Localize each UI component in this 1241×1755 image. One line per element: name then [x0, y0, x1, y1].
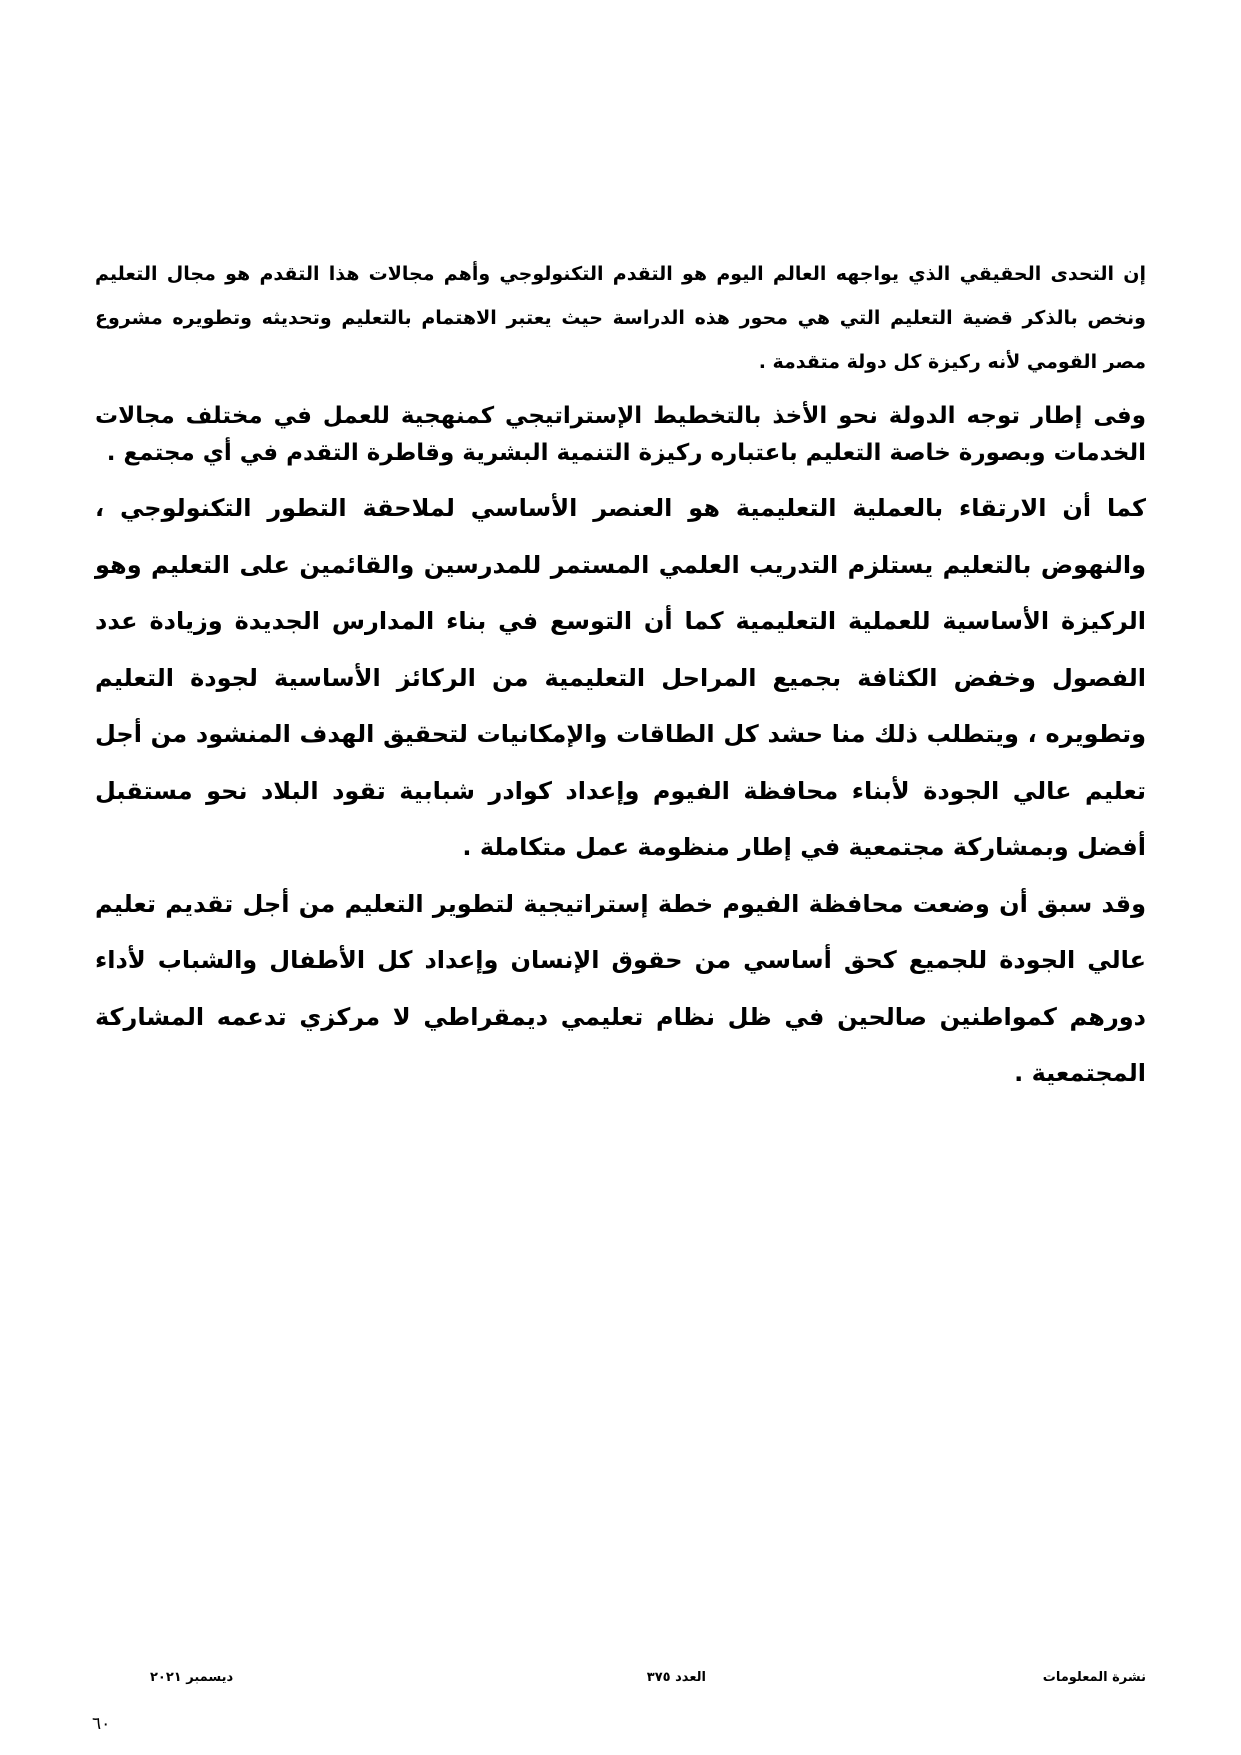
paragraph-intro: إن التحدى الحقيقي الذي يواجهه العالم اليوم هو التقدم التكنولوجي وأهم مجالات هذا التقدم هو مجال التعليم ونخص بالذكر قضية التعليم التي هي محور هذه الدراسة حيث يعتبر الاهتمام بالتعليم وتحديثه وتطويره مشروع مصر القومي لأنه ركيزة كل دولة متقدمة .: [95, 263, 1146, 373]
footer-issue-number: العدد ٣٧٥: [646, 1670, 706, 1685]
footer-publication-title: نشرة المعلومات: [1042, 1670, 1146, 1685]
paragraph-education-improvement: كما أن الارتقاء بالعملية التعليمية هو العنصر الأساسي لملاحقة التطور التكنولوجي ، والنهوض بالتعليم يستلزم التدريب العلمي المستمر للمدرسين والقائمين على التعليم وهو الركيزة الأساسية للعملية التعليمية كما أن التوسع في بناء المدارس الجديدة وزيادة عدد الفصول وخفض الكثافة بجميع المراحل التعليمية من الركائز الأساسية لجودة التعليم وتطويره ، ويتطلب ذلك منا حشد كل الطاقات والإمكانيات لتحقيق الهدف المنشود من أجل تعليم عالي الجودة لأبناء محافظة الفيوم وإعداد كوادر شبابية تقود البلاد نحو مستقبل أفضل وبمشاركة مجتمعية في إطار منظومة عمل متكاملة .: [95, 494, 1146, 861]
paragraph-fayoum-strategy: وقد سبق أن وضعت محافظة الفيوم خطة إستراتيجية لتطوير التعليم من أجل تقديم تعليم عالي الجودة للجميع كحق أساسي من حقوق الإنسان وإعداد كل الأطفال والشباب لأداء دورهم كمواطنين صالحين في ظل نظام تعليمي ديمقراطي لا مركزي تدعمه المشاركة المجتمعية .: [95, 889, 1146, 1087]
page-footer: [150, 1670, 1146, 1692]
paragraph-strategic-planning: وفى إطار توجه الدولة نحو الأخذ بالتخطيط الإستراتيجي كمنهجية للعمل في مختلف مجالات الخدمات وبصورة خاصة التعليم باعتباره ركيزة التنمية البشرية وقاطرة التقدم في أي مجتمع .: [95, 403, 1146, 466]
footer-date: ديسمبر ٢٠٢١: [150, 1670, 234, 1685]
page-number: ٦٠: [92, 1714, 111, 1734]
body-text: [95, 252, 1146, 1102]
